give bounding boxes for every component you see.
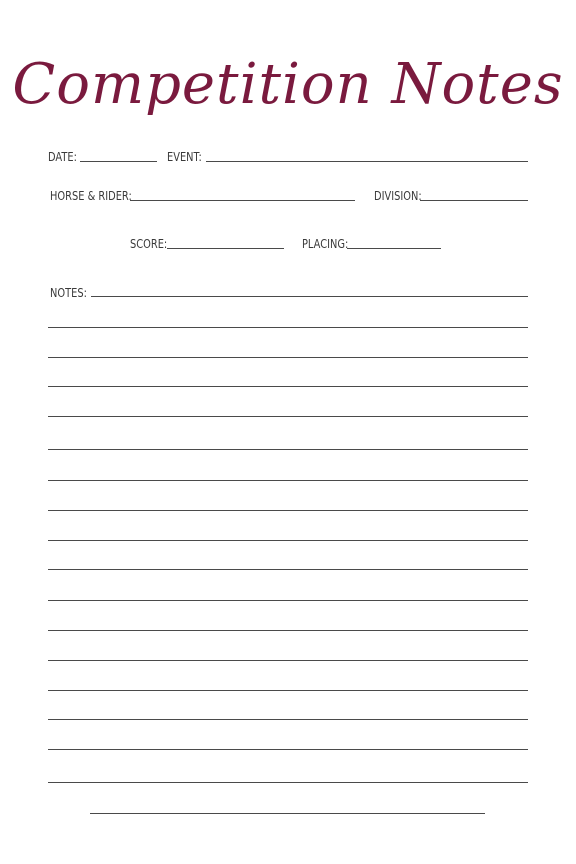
- division-field-line[interactable]: [420, 200, 528, 201]
- horse-rider-label: HORSE & RIDER:: [50, 189, 132, 203]
- placing-field-line[interactable]: [347, 248, 441, 249]
- notes-line[interactable]: [48, 540, 528, 541]
- notes-line[interactable]: [48, 690, 528, 691]
- notes-line[interactable]: [48, 719, 528, 720]
- score-field-line[interactable]: [167, 248, 284, 249]
- division-label: DIVISION:: [374, 189, 422, 203]
- event-field-line[interactable]: [206, 161, 528, 162]
- notes-line[interactable]: [48, 480, 528, 481]
- notes-line[interactable]: [48, 660, 528, 661]
- notes-line[interactable]: [48, 569, 528, 570]
- date-label: DATE:: [48, 150, 77, 164]
- score-label: SCORE:: [130, 237, 168, 251]
- notes-line[interactable]: [48, 600, 528, 601]
- notes-label: NOTES:: [50, 286, 87, 300]
- notes-line[interactable]: [48, 749, 528, 750]
- notes-line[interactable]: [48, 782, 528, 783]
- placing-label: PLACING:: [302, 237, 349, 251]
- notes-line[interactable]: [48, 357, 528, 358]
- page-title: Competition Notes: [12, 52, 564, 117]
- notes-line[interactable]: [48, 327, 528, 328]
- event-label: EVENT:: [167, 150, 202, 164]
- horse-rider-field-line[interactable]: [130, 200, 355, 201]
- notes-line[interactable]: [48, 386, 528, 387]
- notes-line[interactable]: [48, 449, 528, 450]
- notes-line[interactable]: [48, 630, 528, 631]
- notes-line[interactable]: [91, 296, 528, 297]
- footer-line: [90, 813, 485, 814]
- notes-line[interactable]: [48, 416, 528, 417]
- notes-line[interactable]: [48, 510, 528, 511]
- date-field-line[interactable]: [80, 161, 157, 162]
